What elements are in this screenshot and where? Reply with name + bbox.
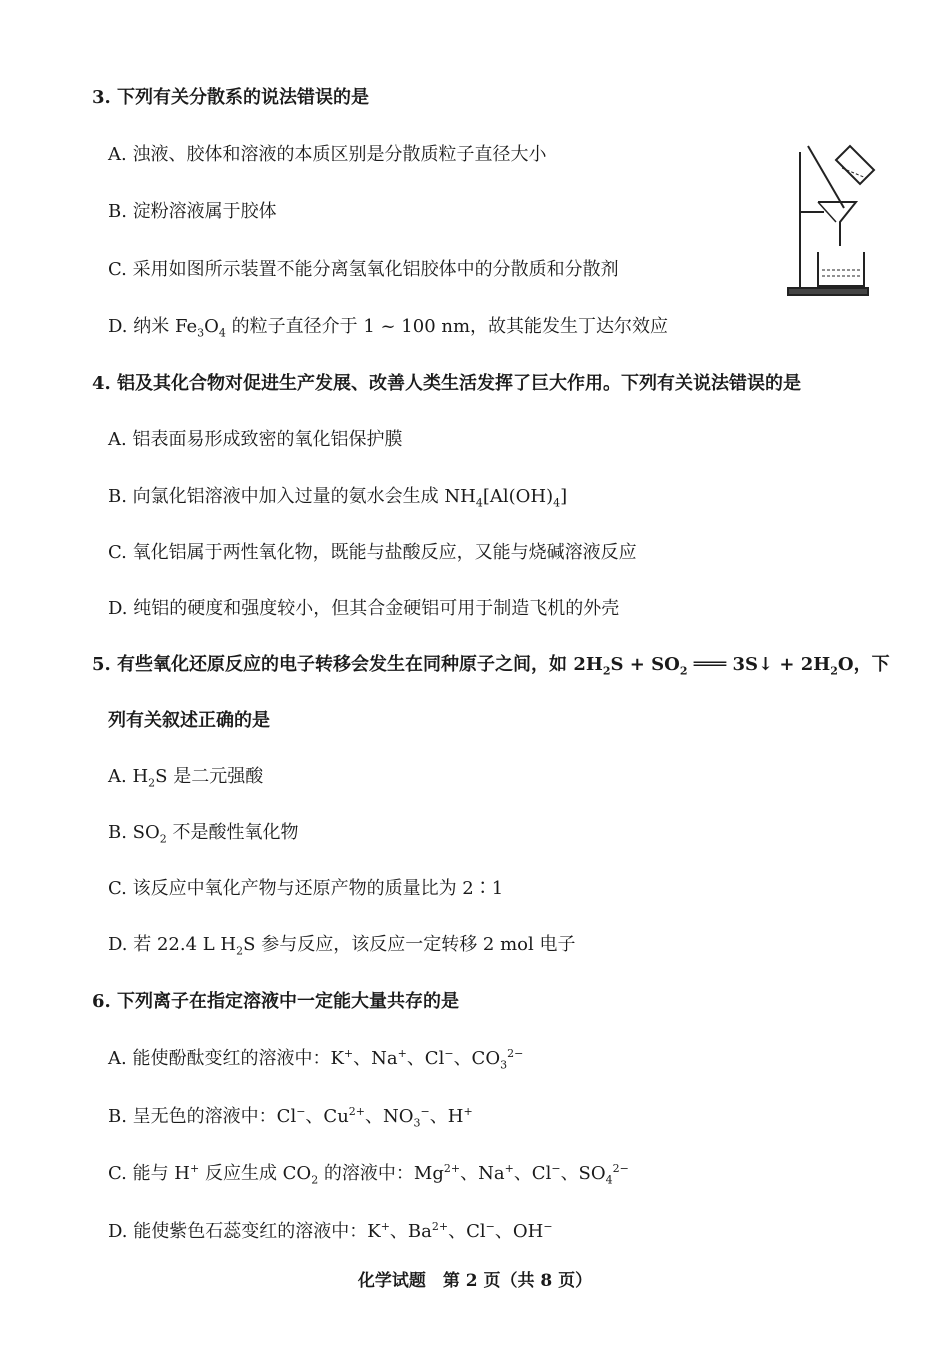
q4-option-c: C. 氧化铝属于两性氧化物，既能与盐酸反应，又能与烧碱溶液反应 bbox=[108, 542, 637, 563]
q5-option-a: A. $H_2S$ 是二元强酸 bbox=[108, 766, 264, 790]
q5-option-c: C. 该反应中氧化产物与还原产物的质量比为 2∶1 bbox=[108, 878, 504, 899]
q4-stem: 4. 铝及其化合物对促进生产发展、改善人类生活发挥了巨大作用。下列有关说法错误的是 bbox=[92, 373, 802, 394]
q4-option-b: B. 向氯化铝溶液中加入过量的氨水会生成 $NH_4[Al(OH)_4]$ bbox=[108, 486, 568, 510]
q5-option-d: D. 若 22.4 L $H_2S$ 参与反应，该反应一定转移 2 mol 电子 bbox=[108, 934, 576, 958]
q6-option-c: C. 能与 H+ 反应生成 $CO_2$ 的溶液中：$Mg^{2+}$、Na+、Cl−、$SO_4^{2-}$ bbox=[108, 1162, 629, 1187]
pouring-beaker bbox=[836, 146, 874, 184]
receiving-beaker bbox=[818, 252, 864, 286]
q6-option-a: A. 能使酚酞变红的溶液中：K+、Na+、Cl−、$CO_3^{2-}$ bbox=[108, 1047, 524, 1072]
q6-stem: 6. 下列离子在指定溶液中一定能大量共存的是 bbox=[92, 991, 460, 1012]
q6-option-d: D. 能使紫色石蕊变红的溶液中：K+、$Ba^{2+}$、Cl−、OH− bbox=[108, 1220, 553, 1242]
page-footer: 化学试题 第 2 页（共 8 页） bbox=[357, 1271, 593, 1291]
q4-option-a: A. 铝表面易形成致密的氧化铝保护膜 bbox=[108, 429, 403, 450]
stand-base bbox=[788, 288, 868, 295]
q5-stem-continued: 列有关叙述正确的是 bbox=[108, 710, 270, 731]
glass-rod bbox=[808, 146, 844, 208]
q5-option-b: B. $SO_2$ 不是酸性氧化物 bbox=[108, 822, 299, 846]
filtration-apparatus-figure bbox=[780, 140, 876, 300]
q3-option-b: B. 淀粉溶液属于胶体 bbox=[108, 201, 277, 222]
q3-option-d: D. 纳米 $Fe_3O_4$ 的粒子直径介于 1 ~ 100 nm，故其能发生丁达尔效应 bbox=[108, 316, 669, 340]
q3-option-a: A. 浊液、胶体和溶液的本质区别是分散质粒子直径大小 bbox=[108, 144, 547, 165]
q5-stem: 5. 有些氧化还原反应的电子转移会发生在同种原子之间，如 $2H_2S + SO_2$ ═══ 3S↓ + $2H_2O$，下 bbox=[92, 654, 890, 678]
q6-option-b: B. 呈无色的溶液中：Cl−、$Cu^{2+}$、$NO_3^-$、H+ bbox=[108, 1105, 473, 1130]
q3-stem: 3. 下列有关分散系的说法错误的是 bbox=[92, 87, 370, 108]
q4-option-d: D. 纯铝的硬度和强度较小，但其合金硬铝可用于制造飞机的外壳 bbox=[108, 598, 620, 619]
q3-option-c: C. 采用如图所示装置不能分离氢氧化铝胶体中的分散质和分散剂 bbox=[108, 259, 619, 280]
